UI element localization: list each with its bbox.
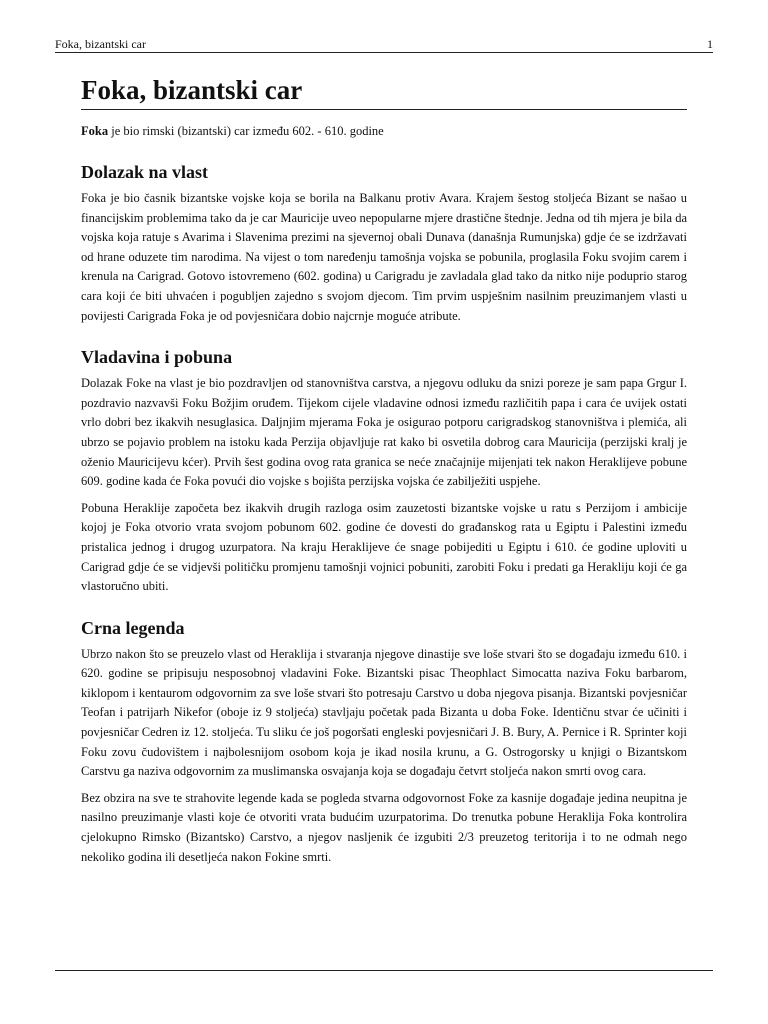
running-header: [55, 36, 713, 52]
section-heading: Crna legenda: [81, 617, 185, 638]
section-heading: Dolazak na vlast: [81, 162, 209, 182]
article-body: [81, 74, 687, 874]
page-number: 1: [707, 37, 713, 51]
section-vladavina-i-pobuna: [81, 346, 687, 597]
section-paragraph: Pobuna Heraklije započeta bez ikakvih drugih razloga osim zauzetosti bizantske vojske u ratu s Perzijom i ambicije kojoj je Foka otvorio vrata svojom pobunom 602. godine će dovesti do građanskog rata u Egiptu i Palestini između pristalica jednog i drugog uzurpatora. Na kraju Heraklijeve će snage pobijediti u Egiptu i 610. će godine uploviti u Carigrad gdje će se vidjevši političku promjenu tamošnji vojnici pobuniti, zarobiti Foku i predati ga Herakliju koji će ga vlastoručno ubiti.: [81, 500, 687, 594]
footer-rule: [55, 970, 713, 971]
intro-text: je bio rimski (bizantski) car između 602. - 610. godine: [108, 124, 384, 138]
section-crna-legenda: [81, 617, 687, 868]
section-dolazak-na-vlast: [81, 161, 687, 326]
article-title: Foka, bizantski car: [81, 74, 687, 110]
section-paragraph: Foka je bio časnik bizantske vojske koja se borila na Balkanu protiv Avara. Krajem šestog stoljeća Bizant se našao u financijskim problemima tako da je car Mauricije uveo nepopularne mjere drastične štednje. Jedna od tih mjera je bila da vojska koja ratuje s Avarima i Slavenima prezimi na sjevernoj obali Dunava (današnja Rumunjska) gdje će se izdržavati od hrane oduzete tim narodima. Na vijest o tom naređenju tamošnja vojska se pobunila, proglasila Foku svojim carem i krenula na Carigrad. Gotovo istovremeno (602. godina) u Carigradu je zavladala glad tako da nitko nije poduprio starog cara koji će biti uhvaćen i pogubljen zajedno s svojom djecom. Tim prvim uspješnim nasilnim preuzimanjem vlasti u povijesti Carigrada Foka je od povjesničara dobio najcrnje moguće atribute.: [81, 191, 687, 323]
section-paragraph: Bez obzira na sve te strahovite legende kada se pogleda stvarna odgovornost Foke za kasnije događaje jedina neupitna je nasilno preuzimanje vlasti koje će otvoriti vrata budućim uzurpatorima. Do trenutka pobune Heraklija Foka kontrolira cjelokupno Rimsko (Bizantsko) Carstvo, a njegov nasljenik će izgubiti 2/3 preuzetog teritorija i to ne odmah nego nekoliko godina ili desetljeća nakon Fokine smrti.: [81, 790, 687, 864]
running-header-title: Foka, bizantski car: [55, 37, 146, 51]
section-paragraph: Ubrzo nakon što se preuzelo vlast od Heraklija i stvaranja njegove dinastije sve loše stvari što se događaju između 610. i 620. godine se pripisuju nesposobnoj vladavini Foke. Bizantski pisac Theophlact Simocatta naziva Foku barbarom, kiklopom i kentaurom odgovornim za sve loše stvari što potresaju Carstvo u doba njegova pisanja. Bizantski povjesničar Teofan i patrijarh Nikefor (oboje iz 9 stoljeća) stavljaju početak pada Bizanta u doba Foke. Identičnu stvar će učiniti i povjesničar Cedren iz 12. stoljeća. Tu sliku će još pogoršati engleski povjesničari J. B. Bury, A. Pernice i R. Sprinter koji Foku zovu čudovištem i najbolesnijom osobom koja je ikad nosila krunu, a G. Ostrogorsky u knjigi o Bizantskom Carstvu ga naziva odgovornim za muslimanska osvajanja koja se događaju četvrt stoljeća nakon smrti ovog cara.: [81, 646, 687, 779]
intro-bold-term: Foka: [81, 124, 109, 138]
header-rule: [55, 52, 713, 53]
intro-paragraph: [81, 122, 687, 141]
section-heading: Vladavina i pobuna: [81, 347, 233, 368]
section-paragraph: Dolazak Foke na vlast je bio pozdravljen od stanovništva carstva, a njegovu odluku da snizi poreze je sam papa Grgur I. pozdravio nazvavši Foku Božjim oruđem. Tijekom cijele vladavine odnosi između različitih papa i cara će uvijek ostati vrlo dobri bez ikakvih nesuglasica. Daljnjim mjerama Foka je osigurao potporu carigradskog stanovništva i plemića, ali ubrzo se pojavio problem na istoku kada Perzija objavljuje rat kako bi osvetila dobrog cara Mauricija (perzijski kralj je oženio Mauricijevu kćer). Prvih šest godina ovog rata granica se neće značajnije mijenjati tek nakon Heraklijeve pobune 609. godine kada će Foka povući dio vojske s bojišta perzijska vojska će zabilježiti uspjehe.: [81, 376, 687, 489]
